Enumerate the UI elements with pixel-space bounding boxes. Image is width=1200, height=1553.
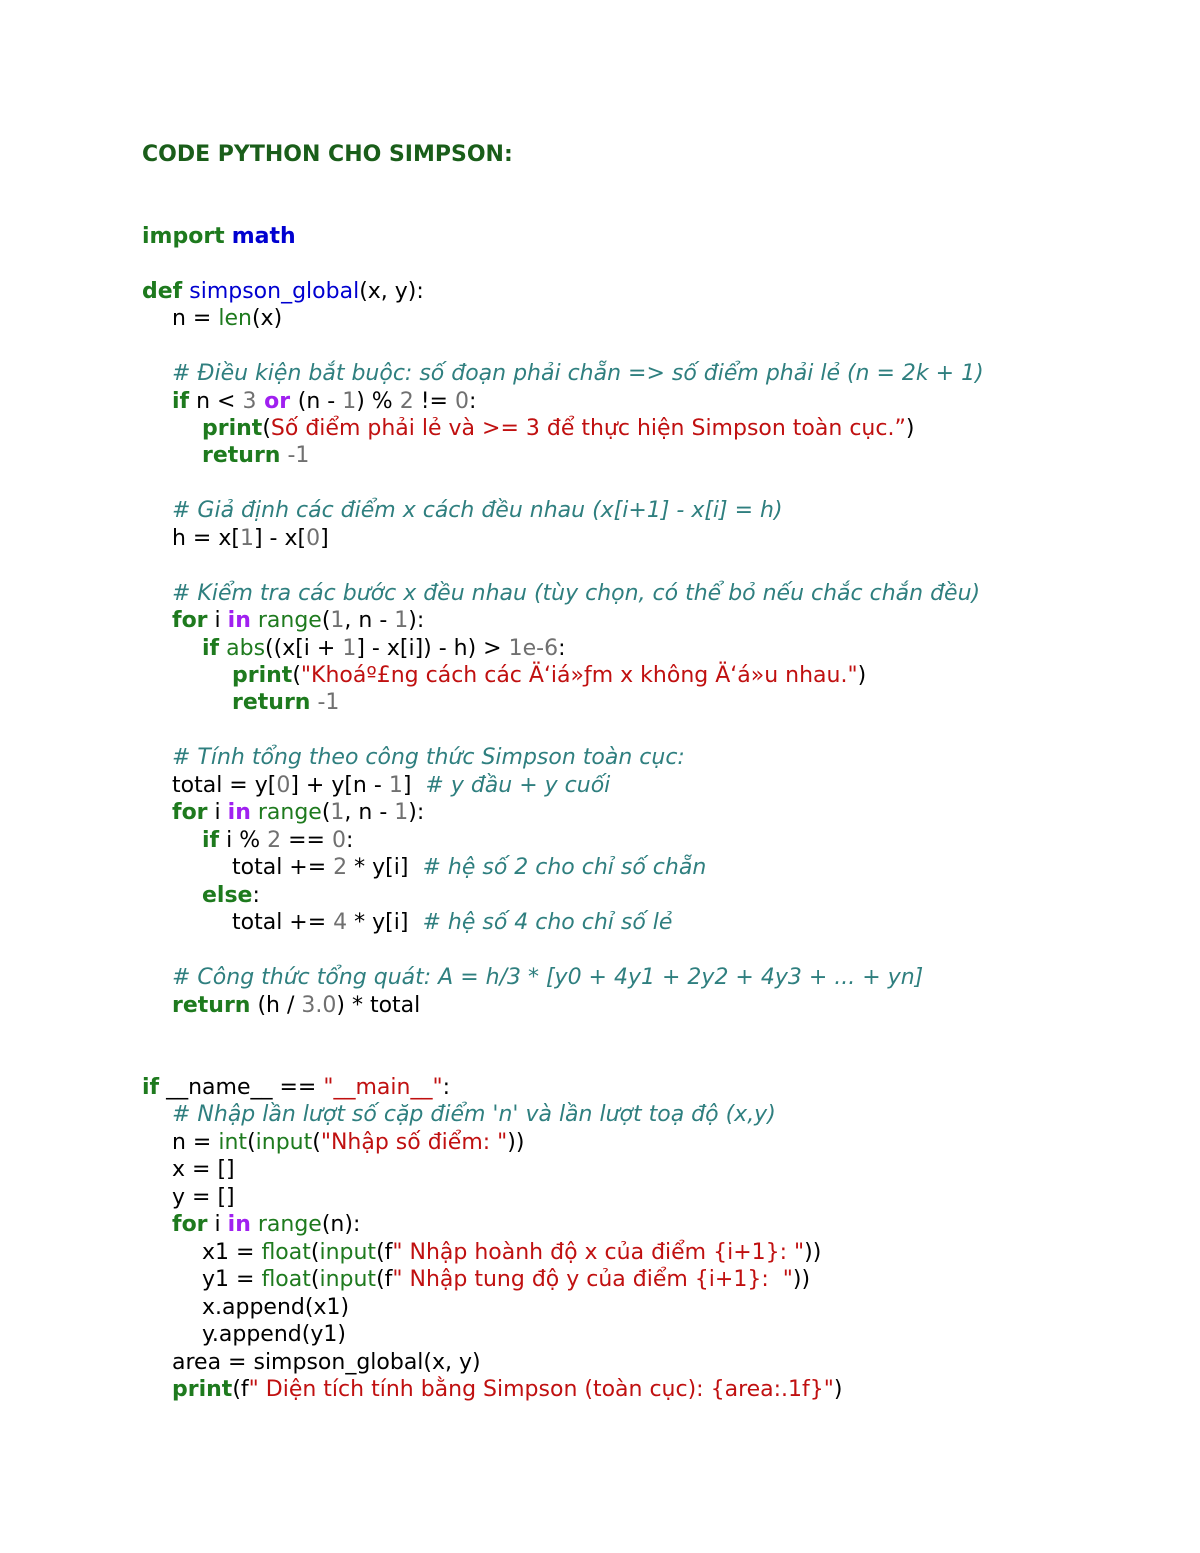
code-line-if-abs <box>142 635 566 663</box>
keyword: for <box>172 800 208 825</box>
code-line-print <box>142 415 914 443</box>
code-text: ): <box>408 800 425 825</box>
code-comment <box>142 360 984 388</box>
code-text: != <box>413 389 455 414</box>
comment-text: # hệ số 4 cho chỉ số lẻ <box>422 910 673 935</box>
keyword: if <box>172 389 190 414</box>
builtin: input <box>319 1267 377 1292</box>
code-text: ) * total <box>336 993 421 1018</box>
code-text: ( <box>292 663 301 688</box>
keyword: return <box>232 690 311 715</box>
code-text: : <box>468 389 477 414</box>
code-text: ( <box>321 800 331 825</box>
code-text: y.append(y1) <box>202 1322 346 1347</box>
code-line-if-mod <box>142 827 353 855</box>
keyword: else <box>202 883 253 908</box>
code-line-total-add <box>142 909 672 937</box>
code-comment <box>142 744 685 772</box>
comment-text: # Nhập lần lượt số cặp điểm 'n' và lần lượt toạ độ (x,y) <box>172 1102 776 1127</box>
code-line-if <box>142 388 476 416</box>
code-comment <box>142 580 980 608</box>
comment-text: # y đầu + y cuối <box>425 773 611 798</box>
string-literal: "Nhập số điểm: " <box>320 1130 508 1155</box>
code-text: ] - x[i]) - h) > <box>356 636 509 661</box>
code-text: : <box>558 636 566 661</box>
code-text: ] <box>320 526 329 551</box>
code-text: )) <box>804 1240 822 1265</box>
code-line-y-append <box>142 1321 346 1349</box>
code-line-y-list <box>142 1184 235 1212</box>
builtin: float <box>261 1240 311 1265</box>
code-comment <box>142 497 783 525</box>
code-text: (h / <box>250 993 302 1018</box>
code-line-y1 <box>142 1266 810 1294</box>
string-literal: " Nhập hoành độ x của điểm {i+1}: " <box>392 1240 805 1265</box>
number: 1 <box>394 800 409 825</box>
builtin: range <box>250 608 322 633</box>
keyword: for <box>172 1212 208 1237</box>
code-text: , n - <box>344 608 395 633</box>
module-name: math <box>231 224 296 249</box>
code-text: ( <box>310 1267 320 1292</box>
builtin: float <box>261 1267 311 1292</box>
code-text: , n - <box>344 800 395 825</box>
code-text: f <box>384 1240 393 1265</box>
code-line-x-append <box>142 1294 349 1322</box>
code-text: : <box>442 1075 451 1100</box>
keyword: in <box>227 800 251 825</box>
code-text: (n - <box>297 389 343 414</box>
code-line-area <box>142 1349 481 1377</box>
code-line-total <box>142 772 610 800</box>
number: 1 <box>394 608 409 633</box>
number: 2 <box>399 389 414 414</box>
number: 2 <box>267 828 282 853</box>
code-text: : <box>252 883 260 908</box>
code-text: == <box>281 828 332 853</box>
keyword: or <box>256 389 298 414</box>
code-text: h = x[ <box>172 526 240 551</box>
code-text: ((x[i + <box>265 636 343 661</box>
code-text: ( <box>376 1267 385 1292</box>
code-text: ( <box>247 1130 256 1155</box>
number: 1 <box>330 800 345 825</box>
code-line-def <box>142 278 424 306</box>
code-line-total-add <box>142 854 706 882</box>
code-text: n = <box>172 306 219 331</box>
builtin: int <box>218 1130 248 1155</box>
string-literal: "__main__" <box>323 1075 443 1100</box>
keyword: in <box>227 1212 251 1237</box>
number: 0 <box>454 389 469 414</box>
code-text: * y[i] <box>347 855 423 880</box>
code-text: ] - x[ <box>253 526 307 551</box>
code-line-for <box>142 1211 360 1239</box>
code-text: ): <box>408 608 425 633</box>
number: 0 <box>306 526 321 551</box>
code-text: ] <box>402 773 426 798</box>
code-text: y1 = <box>202 1267 262 1292</box>
code-text: ) <box>857 663 867 688</box>
code-text: total += <box>232 855 334 880</box>
string-literal: " Nhập tung độ y của điểm {i+1}: " <box>392 1267 793 1292</box>
code-text: ( <box>312 1130 321 1155</box>
code-text: x.append(x1) <box>202 1295 350 1320</box>
code-line-n <box>142 305 282 333</box>
code-line-x-list <box>142 1156 235 1184</box>
keyword: in <box>227 608 251 633</box>
comment-text: # Điều kiện bắt buộc: số đoạn phải chẵn => số điểm phải lẻ (n = 2k + 1) <box>172 361 984 386</box>
keyword: return <box>202 443 281 468</box>
code-text: ( <box>321 608 331 633</box>
code-text: f <box>384 1267 393 1292</box>
code-text: (x) <box>251 306 283 331</box>
document-heading: CODE PYTHON CHO SIMPSON: <box>142 142 513 167</box>
code-line-return <box>142 992 420 1020</box>
code-text: (n): <box>321 1212 361 1237</box>
code-text: ) <box>905 416 915 441</box>
keyword: print <box>172 1377 233 1402</box>
code-text: total += <box>232 910 334 935</box>
number: 2 <box>333 855 348 880</box>
code-comment <box>142 1101 776 1129</box>
builtin: input <box>255 1130 313 1155</box>
number: -1 <box>280 443 310 468</box>
code-text: ( <box>232 1377 241 1402</box>
code-text: y = [] <box>172 1185 235 1210</box>
code-text: i % <box>219 828 268 853</box>
code-line-else <box>142 882 260 910</box>
keyword: if <box>202 636 220 661</box>
code-text: )) <box>792 1267 811 1292</box>
builtin: range <box>250 1212 322 1237</box>
builtin: input <box>319 1240 377 1265</box>
code-text: )) <box>507 1130 525 1155</box>
number: 1 <box>342 389 357 414</box>
keyword: print <box>202 416 263 441</box>
code-comment <box>142 964 923 992</box>
number: 1 <box>388 773 403 798</box>
comment-text: # Công thức tổng quát: A = h/3 * [y0 + 4y1 + 2y2 + 4y3 + ... + yn] <box>172 965 924 990</box>
number: 0 <box>276 773 291 798</box>
keyword: if <box>202 828 220 853</box>
code-text: n = <box>172 1130 219 1155</box>
string-literal: Số điểm phải lẻ và >= 3 để thực hiện Simpson toàn cục.” <box>270 416 906 441</box>
keyword: if <box>142 1075 160 1100</box>
code-line-import <box>142 223 296 251</box>
keyword: print <box>232 663 293 688</box>
comment-text: # Giả định các điểm x cách đều nhau (x[i+1] - x[i] = h) <box>172 498 783 523</box>
code-line-h <box>142 525 329 553</box>
number: 4 <box>333 910 348 935</box>
code-text: f <box>240 1377 249 1402</box>
code-line-for <box>142 799 424 827</box>
code-text: n < <box>189 389 243 414</box>
number: 3 <box>242 389 257 414</box>
code-text: i <box>207 1212 228 1237</box>
code-text: ( <box>376 1240 385 1265</box>
keyword: import <box>142 224 225 249</box>
code-text: ) <box>833 1377 843 1402</box>
params: (x, y): <box>359 279 424 304</box>
comment-text: # hệ số 2 cho chỉ số chẵn <box>422 855 707 880</box>
string-literal: "Khoáº£ng cách các Ä‘iá»ƒm x không Ä‘á»u nhau." <box>300 663 858 688</box>
comment-text: # Kiểm tra các bước x đều nhau (tùy chọn, có thể bỏ nếu chắc chắn đều) <box>172 581 981 606</box>
code-text: total = y[ <box>172 773 277 798</box>
code-text: * y[i] <box>347 910 423 935</box>
function-name: simpson_global <box>189 279 360 304</box>
code-text: area = simpson_global(x, y) <box>172 1350 481 1375</box>
code-line-if-main <box>142 1074 450 1102</box>
code-line-n-input <box>142 1129 524 1157</box>
code-text: __name__ == <box>159 1075 324 1100</box>
code-line-print <box>142 662 866 690</box>
number: -1 <box>310 690 340 715</box>
code-text: i <box>207 800 228 825</box>
code-text: x1 = <box>202 1240 262 1265</box>
code-line-print <box>142 1376 843 1404</box>
string-literal: " Diện tích tính bằng Simpson (toàn cục): {area:.1f}" <box>248 1377 834 1402</box>
code-text: ( <box>310 1240 320 1265</box>
code-line-x1 <box>142 1239 821 1267</box>
code-line-return <box>142 689 339 717</box>
code-text: i <box>207 608 228 633</box>
builtin: range <box>250 800 322 825</box>
code-text: x = [] <box>172 1157 235 1182</box>
number: 1e-6 <box>508 636 559 661</box>
keyword: return <box>172 993 251 1018</box>
code-text: : <box>345 828 354 853</box>
number: 1 <box>330 608 345 633</box>
code-text: ) % <box>356 389 400 414</box>
number: 0 <box>331 828 346 853</box>
code-line-return <box>142 442 309 470</box>
number: 1 <box>239 526 254 551</box>
code-text: ] + y[n - <box>290 773 389 798</box>
builtin: len <box>218 306 252 331</box>
number: 1 <box>342 636 357 661</box>
comment-text: # Tính tổng theo công thức Simpson toàn cục: <box>172 745 685 770</box>
code-line-for <box>142 607 424 635</box>
code-text: ( <box>262 416 271 441</box>
keyword: def <box>142 279 183 304</box>
builtin: abs <box>219 636 266 661</box>
number: 3.0 <box>301 993 337 1018</box>
keyword: for <box>172 608 208 633</box>
